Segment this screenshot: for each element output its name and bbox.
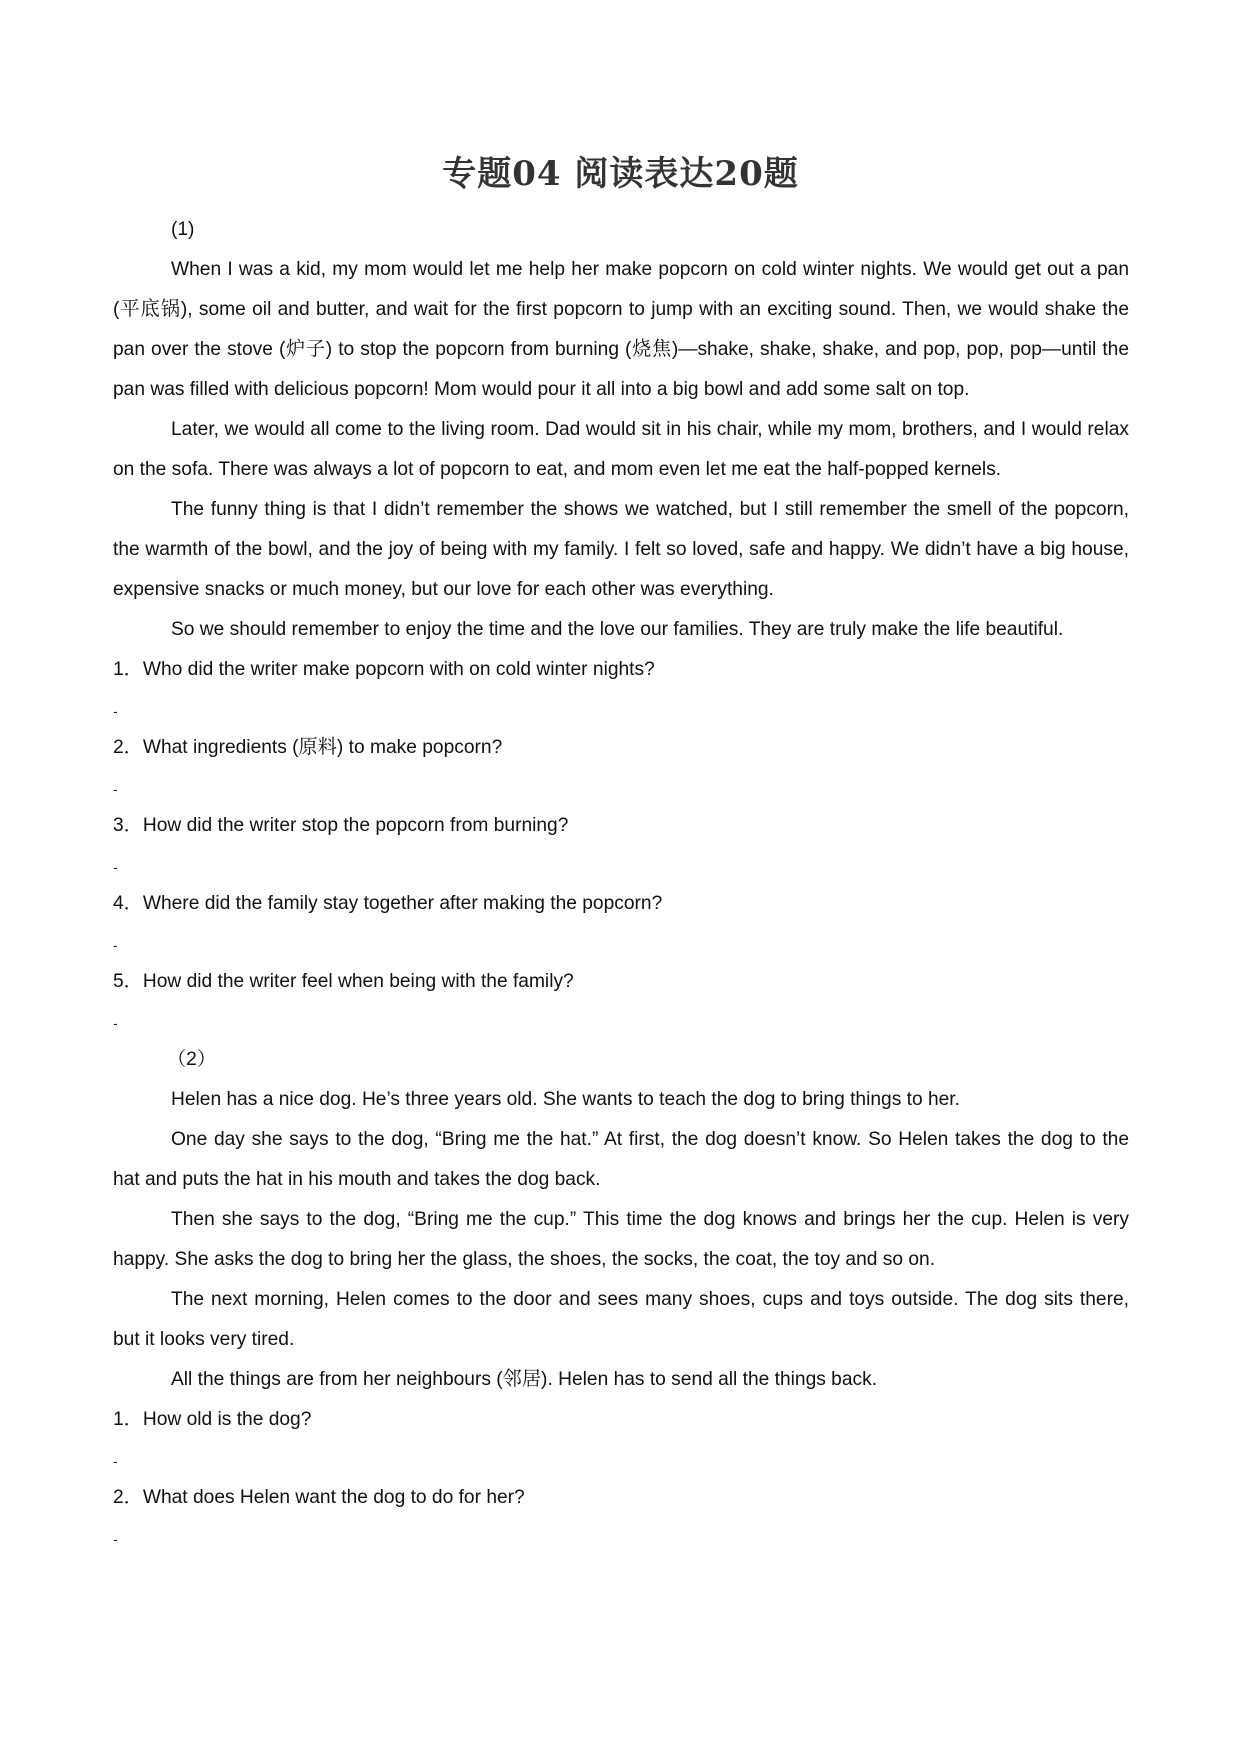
question-item: 4．Where did the family stay together after making the popcorn? — [113, 893, 663, 914]
question-item: 5．How did the writer feel when being with the family? — [113, 971, 574, 992]
passage-2-paragraph: Then she says to the dog, “Bring me the cup.” This time the dog knows and brings her the cup. Helen is very happy. She asks the dog to bring her the glass, the shoes, the socks, the coat, the toy and so on. — [113, 1209, 1129, 1270]
passage-2-label: （2） — [167, 1049, 217, 1070]
question-item: 1．Who did the writer make popcorn with on cold winter nights? — [113, 659, 655, 680]
question-item: 3．How did the writer stop the popcorn from burning? — [113, 815, 569, 836]
passage-2-paragraph: All the things are from her neighbours (邻居). Helen has to send all the things back. — [171, 1369, 878, 1390]
answer-blank[interactable] — [113, 1002, 1129, 1040]
page-title: 专题04 阅读表达20题 — [442, 154, 799, 194]
answer-blank[interactable] — [113, 1518, 1129, 1556]
answer-mark: - — [113, 1531, 118, 1547]
answer-mark: - — [113, 1453, 118, 1469]
answer-blank[interactable] — [113, 924, 1129, 962]
answer-blank[interactable] — [113, 846, 1129, 884]
answer-mark: - — [113, 937, 118, 953]
passage-2-paragraph: Helen has a nice dog. He’s three years old. She wants to teach the dog to bring things to her. — [171, 1089, 960, 1110]
answer-mark: - — [113, 859, 118, 875]
document-body — [113, 210, 1129, 1556]
answer-mark: - — [113, 1015, 118, 1031]
question-item: 2．What does Helen want the dog to do for her? — [113, 1487, 525, 1508]
answer-mark: - — [113, 703, 118, 719]
passage-2-paragraph: The next morning, Helen comes to the door and sees many shoes, cups and toys outside. The dog sits there, but it looks very tired. — [113, 1289, 1129, 1350]
passage-1-paragraph: When I was a kid, my mom would let me help her make popcorn on cold winter nights. We would get out a pan (平底锅), some oil and butter, and wait for the first popcorn to jump with an exciting sound. Then, we would shake the pan over the stove (炉子) to stop the popcorn from burning (烧焦)—shake, shake, shake, and pop, pop, pop—until the pan was filled with delicious popcorn! Mom would pour it all into a big bowl and add some salt on top. — [113, 259, 1129, 400]
answer-blank[interactable] — [113, 690, 1129, 728]
passage-1-label: (1) — [171, 219, 195, 240]
passage-1-paragraph: Later, we would all come to the living room. Dad would sit in his chair, while my mom, brothers, and I would relax on the sofa. There was always a lot of popcorn to eat, and mom even let me eat the half-popped kernels. — [113, 419, 1129, 480]
question-item: 2．What ingredients (原料) to make popcorn? — [113, 737, 503, 758]
answer-blank[interactable] — [113, 768, 1129, 806]
passage-1-paragraph: The funny thing is that I didn’t remember the shows we watched, but I still remember the smell of the popcorn, the warmth of the bowl, and the joy of being with my family. I felt so loved, safe and happy. We didn’t have a big house, expensive snacks or much money, but our love for each other was everything. — [113, 499, 1129, 600]
passage-1-paragraph: So we should remember to enjoy the time and the love our families. They are truly make the life beautiful. — [171, 619, 1064, 640]
passage-2-paragraph: One day she says to the dog, “Bring me the hat.” At first, the dog doesn’t know. So Helen takes the dog to the hat and puts the hat in his mouth and takes the dog back. — [113, 1129, 1129, 1190]
answer-mark: - — [113, 781, 118, 797]
question-item: 1．How old is the dog? — [113, 1409, 312, 1430]
answer-blank[interactable] — [113, 1440, 1129, 1478]
